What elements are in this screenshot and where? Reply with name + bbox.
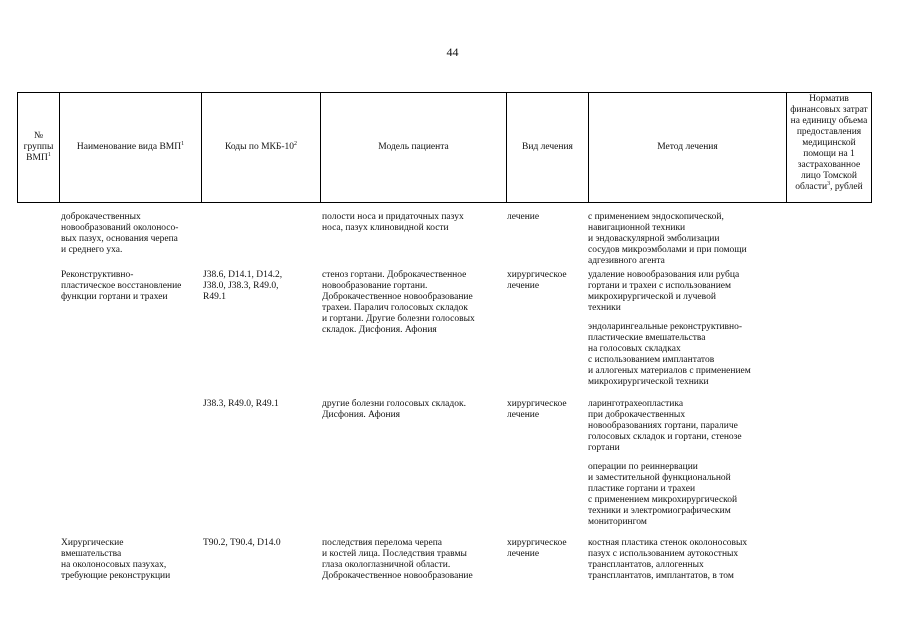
header-name: Наименование вида ВМП$^1$ <box>60 93 202 203</box>
header-num: № группы ВМП$^1$ <box>18 93 60 203</box>
row-3-method: ларинготрахеопластика при доброкачественных новообразованиях гортани, параличе голосовых складок и гортани, стенозе гортани <box>588 399 742 453</box>
page-number: 44 <box>446 45 459 59</box>
row-1-type: лечение <box>507 212 540 222</box>
header-method: Метод лечения <box>589 93 787 203</box>
header-norm: Норматив финансовых затрат на единицу объема предоставления медицинской помощи на 1 застрахованное лицо Томской области$^3$, рублей <box>787 93 872 203</box>
row-2-method: удаление новообразования или рубца гортани и трахеи с использованием микрохирургической и лучевой техники <box>588 270 740 313</box>
row-2-name: Реконструктивно- пластическое восстановление функции гортани и трахеи <box>61 270 182 302</box>
row-4-model: последствия перелома черепа и костей лица. Последствия травмы глаза окологлазничной области. Доброкачественное новообразование <box>322 538 473 581</box>
row-2-type: хирургическое лечение <box>507 270 567 291</box>
row-2-model: стеноз гортани. Доброкачественное новообразование гортани. Доброкачественное новообразование трахеи. Паралич голосовых складок и гортани. Другие болезни голосовых складок. Дисфония. Афония <box>322 270 475 335</box>
row-4-method: костная пластика стенок околоносовых пазух с использованием аутокостных трансплантатов, аллогенных трансплантатов, имплантатов, в том <box>588 538 748 581</box>
header-type: Вид лечения <box>507 93 589 203</box>
row-4-type: хирургическое лечение <box>507 538 567 559</box>
row-1-name: доброкачественных новообразований околоносо- вых пазух, основания черепа и среднего уха. <box>61 212 179 255</box>
row-3-codes: J38.3, R49.0, R49.1 <box>203 399 279 409</box>
row-2-method-2: эндоларингеальные реконструктивно- пластические вмешательства на голосовых складках с использованием имплантатов и аллогеных материалов с применением микрохирургической техники <box>588 322 751 387</box>
row-3-method-2: операции по реиннервации и заместительной функциональной пластике гортани и трахеи с применением микрохирургической техники и электромиографическим мониторингом <box>588 462 738 527</box>
row-4-codes: T90.2, T90.4, D14.0 <box>203 538 281 548</box>
row-2-codes: J38.6, D14.1, D14.2, J38.0, J38.3, R49.0, R49.1 <box>203 270 283 302</box>
row-1-model: полости носа и придаточных пазух носа, пазух клиновидной кости <box>322 212 464 233</box>
row-3-model: другие болезни голосовых складок. Дисфония. Афония <box>322 399 466 420</box>
header-codes: Коды по МКБ-$10^2$ <box>202 93 321 203</box>
row-3-type: хирургическое лечение <box>507 399 567 420</box>
header-model: Модель пациента <box>321 93 507 203</box>
row-4-name: Хирургические вмешательства на околоносовых пазухах, требующие реконструкции <box>61 538 171 581</box>
row-1-method: с применением эндоскопической, навигационной техники и эндоваскулярной эмболизации сосудов микроэмболами и при помощи адгезивного агента <box>588 212 747 266</box>
